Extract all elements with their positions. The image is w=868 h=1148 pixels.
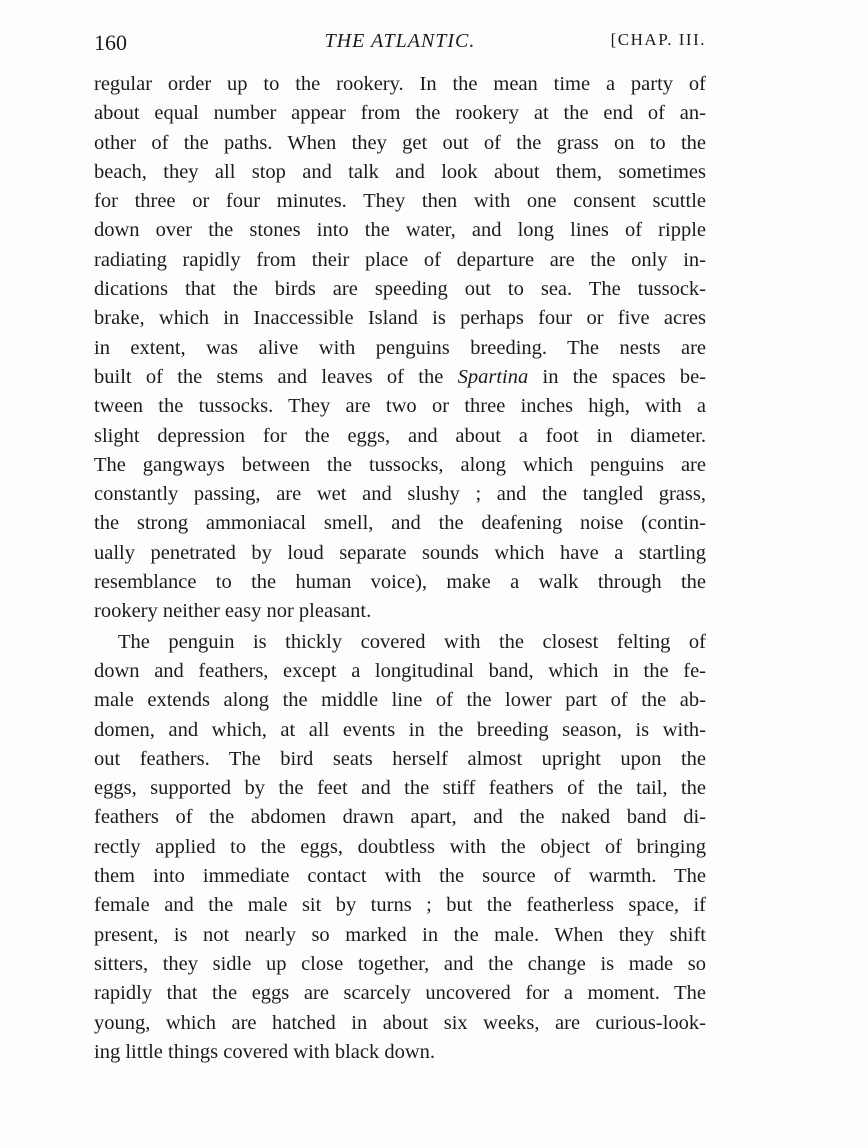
text-line: rectly applied to the eggs, doubtless with the object of bringing <box>94 835 706 858</box>
text-line: for three or four minutes. They then with one consent scuttle <box>94 190 706 213</box>
text-line: The gangways between the tussocks, along which penguins are <box>94 453 706 476</box>
running-header <box>94 30 706 64</box>
running-title: THE ATLANTIC. <box>324 30 476 52</box>
chapter-reference: [CHAP. III. <box>610 30 706 49</box>
text-line: female and the male sit by turns ; but the featherless space, if <box>94 894 706 917</box>
text-line: about equal number appear from the rookery at the end of an- <box>94 102 706 125</box>
text-line: other of the paths. When they get out of the grass on to the <box>94 131 706 154</box>
text-line: eggs, supported by the feet and the stiff feathers of the tail, the <box>94 777 706 800</box>
text-line-with-italic <box>94 363 706 392</box>
text-line: feathers of the abdomen drawn apart, and the naked band di- <box>94 806 706 829</box>
text-line: in extent, was alive with penguins breeding. The nests are <box>94 336 706 359</box>
text-segment: built of the stems and leaves of the <box>94 365 458 388</box>
text-line: ing little things covered with black down. <box>94 1040 436 1063</box>
text-line: constantly passing, are wet and slushy ; and the tangled grass, <box>94 483 706 506</box>
text-line: radiating rapidly from their place of departure are the only in- <box>94 248 706 271</box>
text-line: brake, which in Inaccessible Island is perhaps four or five acres <box>94 307 706 330</box>
paragraph <box>94 628 706 1067</box>
text-line: beach, they all stop and talk and look about them, sometimes <box>94 160 706 183</box>
text-line: male extends along the middle line of the lower part of the ab- <box>94 689 706 712</box>
text-line: ually penetrated by loud separate sounds which have a startling <box>94 541 706 564</box>
text-line: slight depression for the eggs, and about a foot in diameter. <box>94 424 706 447</box>
page-number: 160 <box>94 30 127 55</box>
text-line: regular order up to the rookery. In the mean time a party of <box>94 73 706 95</box>
text-line: them into immediate contact with the source of warmth. The <box>94 865 706 888</box>
paragraph <box>94 70 706 627</box>
text-line: present, is not nearly so marked in the male. When they shift <box>94 923 706 946</box>
text-line: The penguin is thickly covered with the closest felting of <box>118 630 706 653</box>
text-line: down and feathers, except a longitudinal band, which in the fe- <box>94 659 706 682</box>
text-line: sitters, they sidle up close together, and the change is made so <box>94 952 706 975</box>
text-line: tween the tussocks. They are two or three inches high, with a <box>94 395 706 418</box>
text-segment: in the spaces be- <box>528 365 707 388</box>
text-line: young, which are hatched in about six weeks, are curious-look- <box>94 1011 706 1034</box>
text-line: out feathers. The bird seats herself almost upright upon the <box>94 747 706 770</box>
italic-term: Spartina <box>457 365 529 388</box>
text-line: rookery neither easy nor pleasant. <box>94 600 372 623</box>
text-line: the strong ammoniacal smell, and the deafening noise (contin- <box>94 512 706 535</box>
text-line: rapidly that the eggs are scarcely uncovered for a moment. The <box>94 982 706 1005</box>
text-line: resemblance to the human voice), make a walk through the <box>94 571 706 594</box>
text-line: dications that the birds are speeding out to sea. The tussock- <box>94 278 706 301</box>
text-line: domen, and which, at all events in the breeding season, is with- <box>94 718 706 741</box>
text-line: down over the stones into the water, and long lines of ripple <box>94 219 706 242</box>
body-text <box>94 70 706 1067</box>
